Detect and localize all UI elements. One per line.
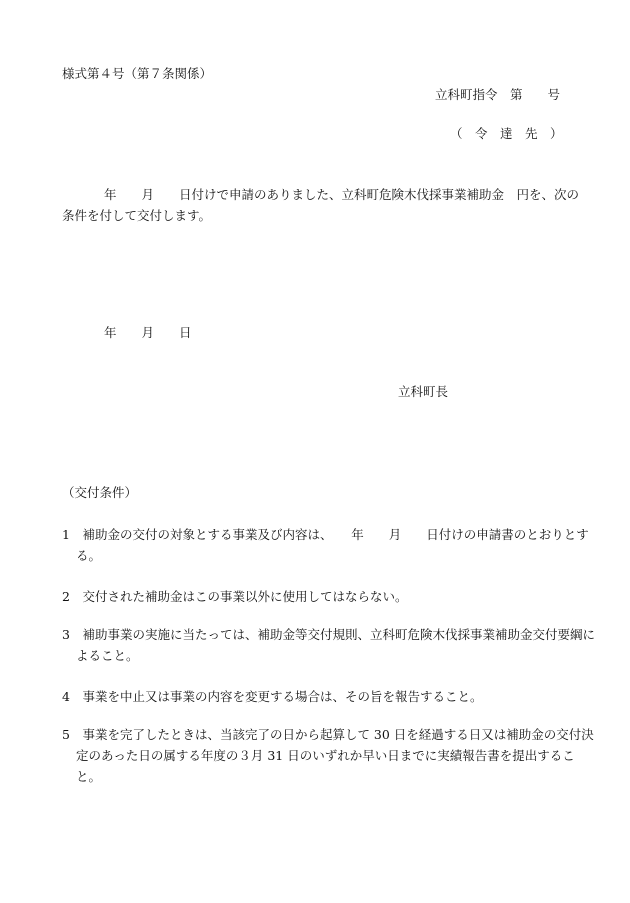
issue-date: 年 月 日 <box>104 325 192 340</box>
condition-item-4: 4 事業を中止又は事業の内容を変更する場合は、その旨を報告すること。 <box>62 689 483 704</box>
conditions-heading: （交付条件） <box>62 485 138 500</box>
grant-notice-text: 年 月 日付けで申請のありました、立科町危険木伐採事業補助金 円を、次の条件を付して交付します。 <box>62 187 580 223</box>
recipient-placeholder: （ 令 達 先 ） <box>450 126 563 141</box>
issuer-name: 立科町長 <box>398 384 449 399</box>
form-label: 様式第４号（第７条関係） <box>62 66 213 81</box>
condition-item-1: 1 補助金の交付の対象とする事業及び内容は、 年 月 日付けの申請書のとおりとする。 <box>62 527 589 563</box>
condition-item-5: 5 事業を完了したときは、当該完了の日から起算して 30 日を経過する日又は補助金の交付決定のあった日の属する年度の３月 31 日のいずれか早い日までに実績報告書を提出すること。 <box>62 727 594 784</box>
condition-item-3: 3 補助事業の実施に当たっては、補助金等交付規則、立科町危険木伐採事業補助金交付要綱によること。 <box>62 627 595 663</box>
condition-item-2: 2 交付された補助金はこの事業以外に使用してはならない。 <box>62 589 408 604</box>
order-number: 立科町指令 第 号 <box>435 87 561 102</box>
